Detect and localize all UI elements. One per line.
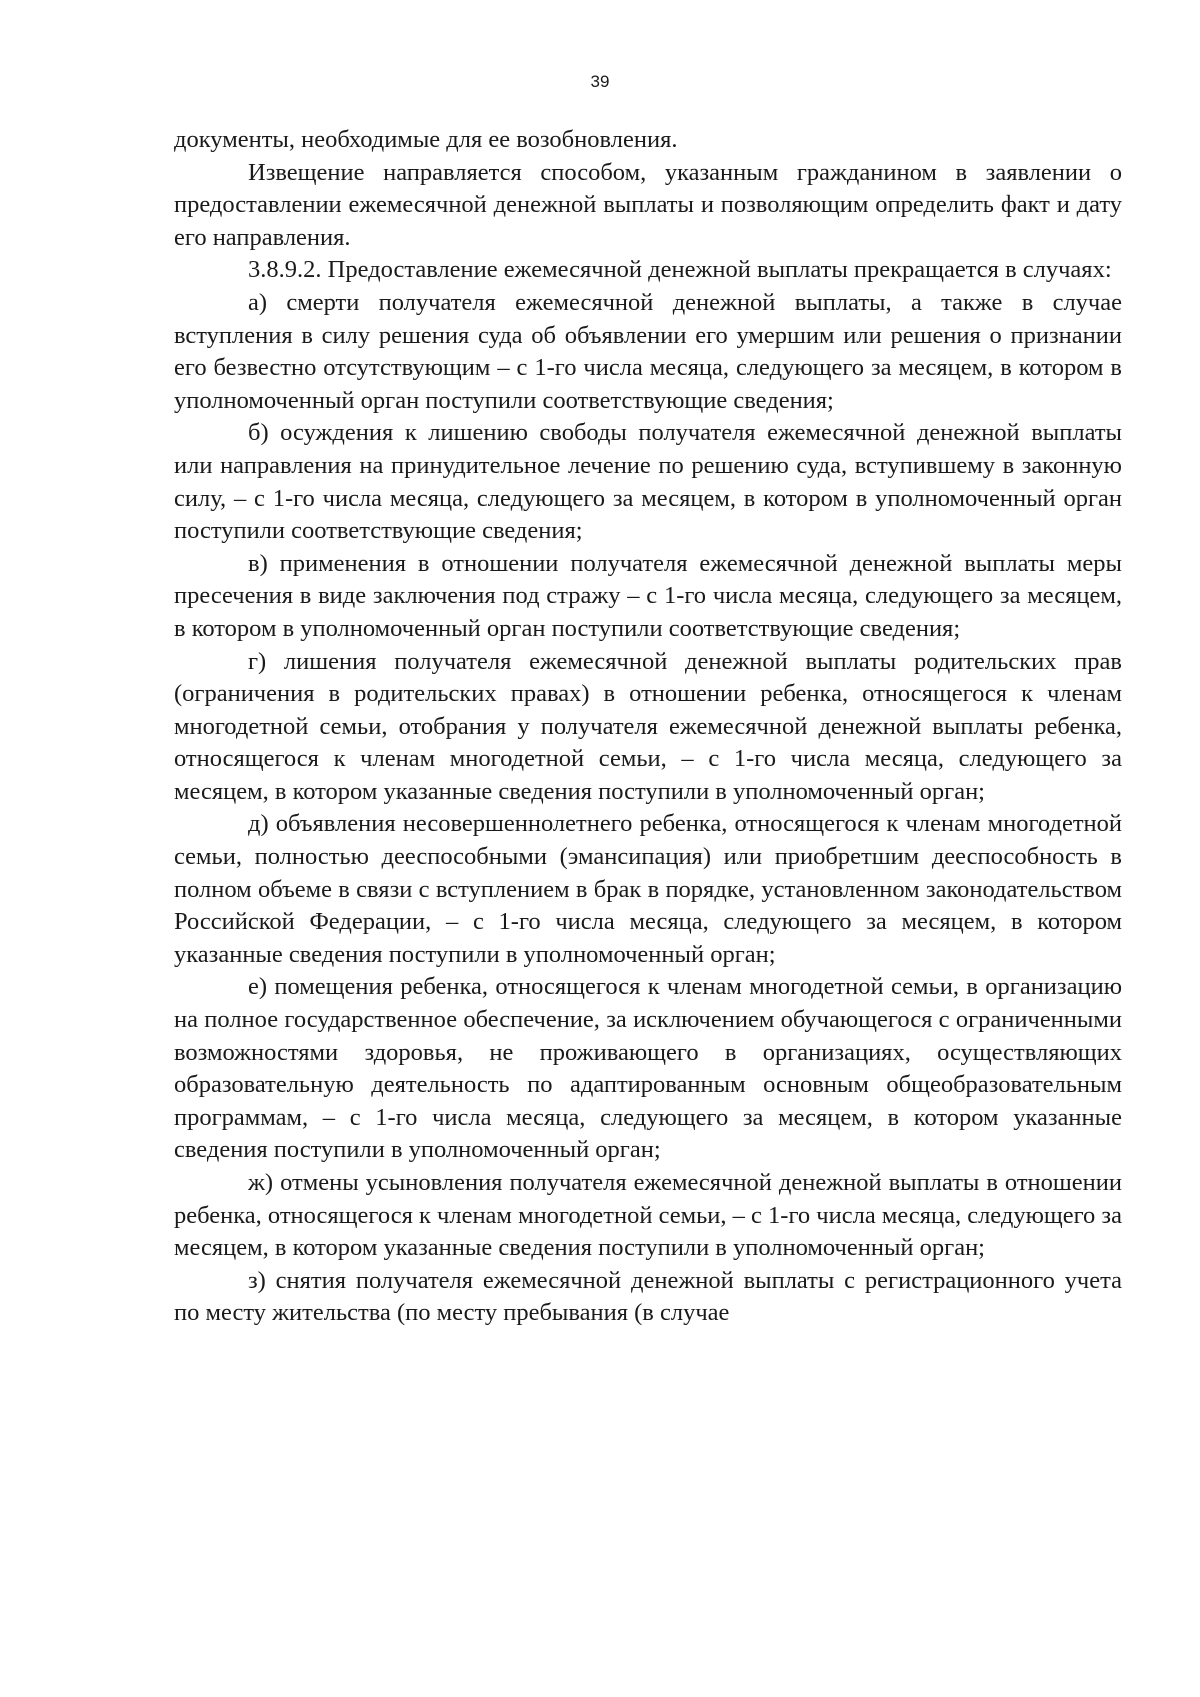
paragraph-documents-renewal: документы, необходимые для ее возобновления. xyxy=(174,126,678,153)
list-item-g: г) лишения получателя ежемесячной денежной выплаты родительских прав (ограничения в родительских правах) в отношении ребенка, относящегося к членам многодетной семьи, отобрания у получателя ежемесячной денежной выплаты ребенка, относящегося к членам многодетной семьи, – с 1-го числа месяца, следующего за месяцем, в котором указанные сведения поступили в уполномоченный орган; xyxy=(174,647,1122,805)
list-item-v: в) применения в отношении получателя ежемесячной денежной выплаты меры пресечения в виде заключения под стражу – с 1-го числа месяца, следующего за месяцем, в котором в уполномоченный орган поступили соответствующие сведения; xyxy=(174,549,1122,642)
list-item-a: а) смерти получателя ежемесячной денежной выплаты, а также в случае вступления в силу решения суда об объявлении его умершим или решения о признании его безвестно отсутствующим – с 1-го числа месяца, следующего за месяцем, в котором в уполномоченный орган поступили соответствующие сведения; xyxy=(174,288,1122,414)
list-item-e: е) помещения ребенка, относящегося к членам многодетной семьи, в организацию на полное государственное обеспечение, за исключением обучающегося с ограниченными возможностями здоровья, не проживающего в организациях, осуществляющих образовательную деятельность по адаптированным основным общеобразовательным программам, – с 1-го числа месяца, следующего за месяцем, в котором указанные сведения поступили в уполномоченный орган; xyxy=(174,973,1122,1164)
paragraph-notice-method: Извещение направляется способом, указанным гражданином в заявлении о предоставлении ежемесячной денежной выплаты и позволяющим определить факт и дату его направления. xyxy=(174,158,1122,251)
document-body xyxy=(174,124,1122,1330)
list-item-z: з) снятия получателя ежемесячной денежной выплаты с регистрационного учета по месту жительства (по месту пребывания (в случае xyxy=(174,1266,1122,1327)
list-item-d: д) объявления несовершеннолетнего ребенка, относящегося к членам многодетной семьи, полностью дееспособными (эмансипация) или приобретшим дееспособность в полном объеме в связи с вступлением в брак в порядке, установленном законодательством Российской Федерации, – с 1-го числа месяца, следующего за месяцем, в котором указанные сведения поступили в уполномоченный орган; xyxy=(174,810,1122,968)
page-number: 39 xyxy=(590,72,610,91)
list-item-zh: ж) отмены усыновления получателя ежемесячной денежной выплаты в отношении ребенка, относящегося к членам многодетной семьи, – с 1-го числа месяца, следующего за месяцем, в котором указанные сведения поступили в уполномоченный орган; xyxy=(174,1169,1122,1262)
paragraph-clause-3-8-9-2: 3.8.9.2. Предоставление ежемесячной денежной выплаты прекращается в случаях: xyxy=(248,256,1112,284)
list-item-b: б) осуждения к лишению свободы получателя ежемесячной денежной выплаты или направления на принудительное лечение по решению суда, вступившему в законную силу, – с 1-го числа месяца, следующего за месяцем, в котором в уполномоченный орган поступили соответствующие сведения; xyxy=(174,419,1122,545)
